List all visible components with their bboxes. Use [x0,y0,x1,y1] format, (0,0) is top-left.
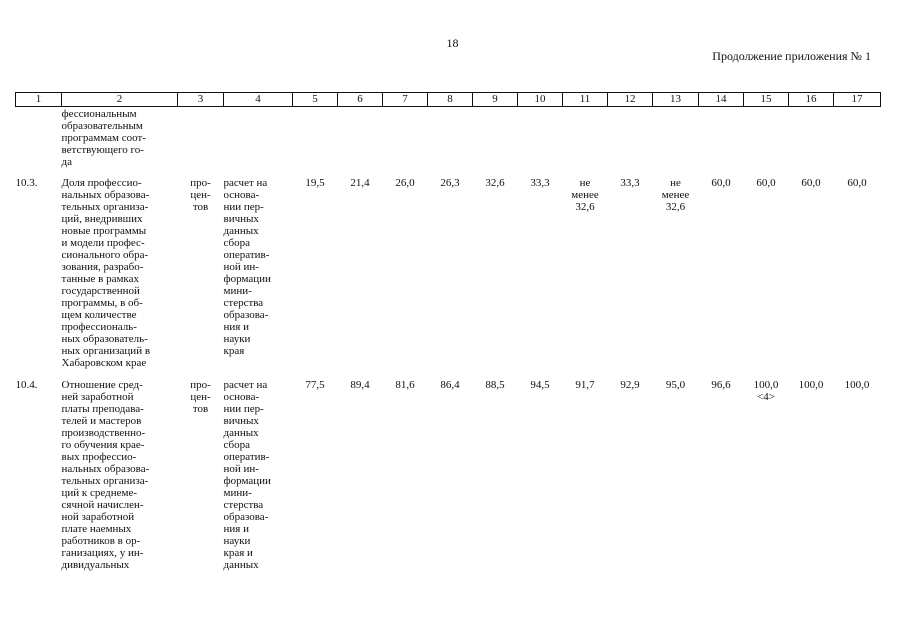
column-header: 1 [16,93,62,107]
column-header: 9 [473,93,518,107]
column-header: 14 [699,93,744,107]
value-cell: 60,0 [801,177,821,189]
calculation-method: расчет на основа- нии пер- вичных данных сбора оператив- ной ин- формации мини- стерства образова- ния и науки края [223,177,271,357]
value-cell: 19,5 [305,177,325,189]
value-cell: 32,6 [485,177,505,189]
indicator-name: Доля профессио- нальных образова- тельных организа- ций, внедривших новые программы и модели профес- сионального обра- зования, разрабо- танные в рамках государственной программы, в об- щем количестве профессиональ- ных образователь- ных организаций в Хабаровском крае [61,177,151,369]
value-cell: 60,0 [756,177,776,189]
column-header: 4 [224,93,293,107]
table-row [16,107,881,178]
value-cell [383,107,428,178]
column-header: 5 [293,93,338,107]
continuation-label: Продолжение приложения № 1 [712,49,871,63]
column-header: 3 [178,93,224,107]
value-cell: 60,0 [711,177,731,189]
row-number [16,107,62,178]
table-row [16,177,881,379]
unit-of-measure: про- цен- тов [190,379,211,415]
column-header: 16 [789,93,834,107]
value-cell: 86,4 [440,379,460,391]
value-cell [699,107,744,178]
value-cell: 100,0 [844,379,870,391]
calculation-method [224,107,293,178]
value-cell: 88,5 [485,379,505,391]
column-header: 11 [563,93,608,107]
indicators-table [15,92,881,571]
value-cell: 89,4 [350,379,370,391]
column-header: 8 [428,93,473,107]
row-number: 10.3. [15,177,38,189]
value-cell: 91,7 [575,379,595,391]
value-cell: 92,9 [620,379,640,391]
column-header: 17 [834,93,881,107]
value-cell: 81,6 [395,379,415,391]
value-cell: 96,6 [711,379,731,391]
row-number: 10.4. [15,379,38,391]
value-cell [834,107,881,178]
column-header: 15 [744,93,789,107]
column-header: 2 [62,93,178,107]
value-cell [473,107,518,178]
value-cell: 21,4 [350,177,370,189]
column-header: 13 [653,93,699,107]
value-cell [608,107,653,178]
value-cell [293,107,338,178]
value-cell: 26,3 [440,177,460,189]
value-cell: 26,0 [395,177,415,189]
value-cell [653,107,699,178]
value-cell: 77,5 [305,379,325,391]
value-cell: 33,3 [530,177,550,189]
value-cell [789,107,834,178]
column-header: 7 [383,93,428,107]
table-row [16,379,881,571]
value-cell: 33,3 [620,177,640,189]
value-cell [338,107,383,178]
value-cell: 100,0 <4> [753,379,779,403]
value-cell [518,107,563,178]
value-cell [428,107,473,178]
unit-of-measure [178,107,224,178]
column-header: 10 [518,93,563,107]
value-cell: 95,0 [665,379,686,391]
indicator-name: фессиональным образовательным программам соот- ветствующего го- да [61,108,146,168]
calculation-method: расчет на основа- нии пер- вичных данных сбора оператив- ной ин- формации мини- стерства образова- ния и науки края и данных [223,379,271,571]
column-header: 12 [608,93,653,107]
value-cell [744,107,789,178]
column-header: 6 [338,93,383,107]
value-cell: 60,0 [847,177,867,189]
value-cell: не менее 32,6 [661,177,690,213]
page-number: 18 [446,36,459,50]
value-cell: 94,5 [530,379,550,391]
indicator-name: Отношение сред- ней заработной платы преподава- телей и мастеров производственно- го обучения крае- вых профессио- нальных образова- тельных организа- ций к среднеме- сячной начислен- ной заработной плате наемных работников в ор- ганизациях, у ин- дивидуальных [61,379,150,571]
column-number-header [16,93,881,107]
value-cell [563,107,608,178]
value-cell: 100,0 [798,379,824,391]
unit-of-measure: про- цен- тов [190,177,211,213]
value-cell: не менее 32,6 [571,177,599,213]
